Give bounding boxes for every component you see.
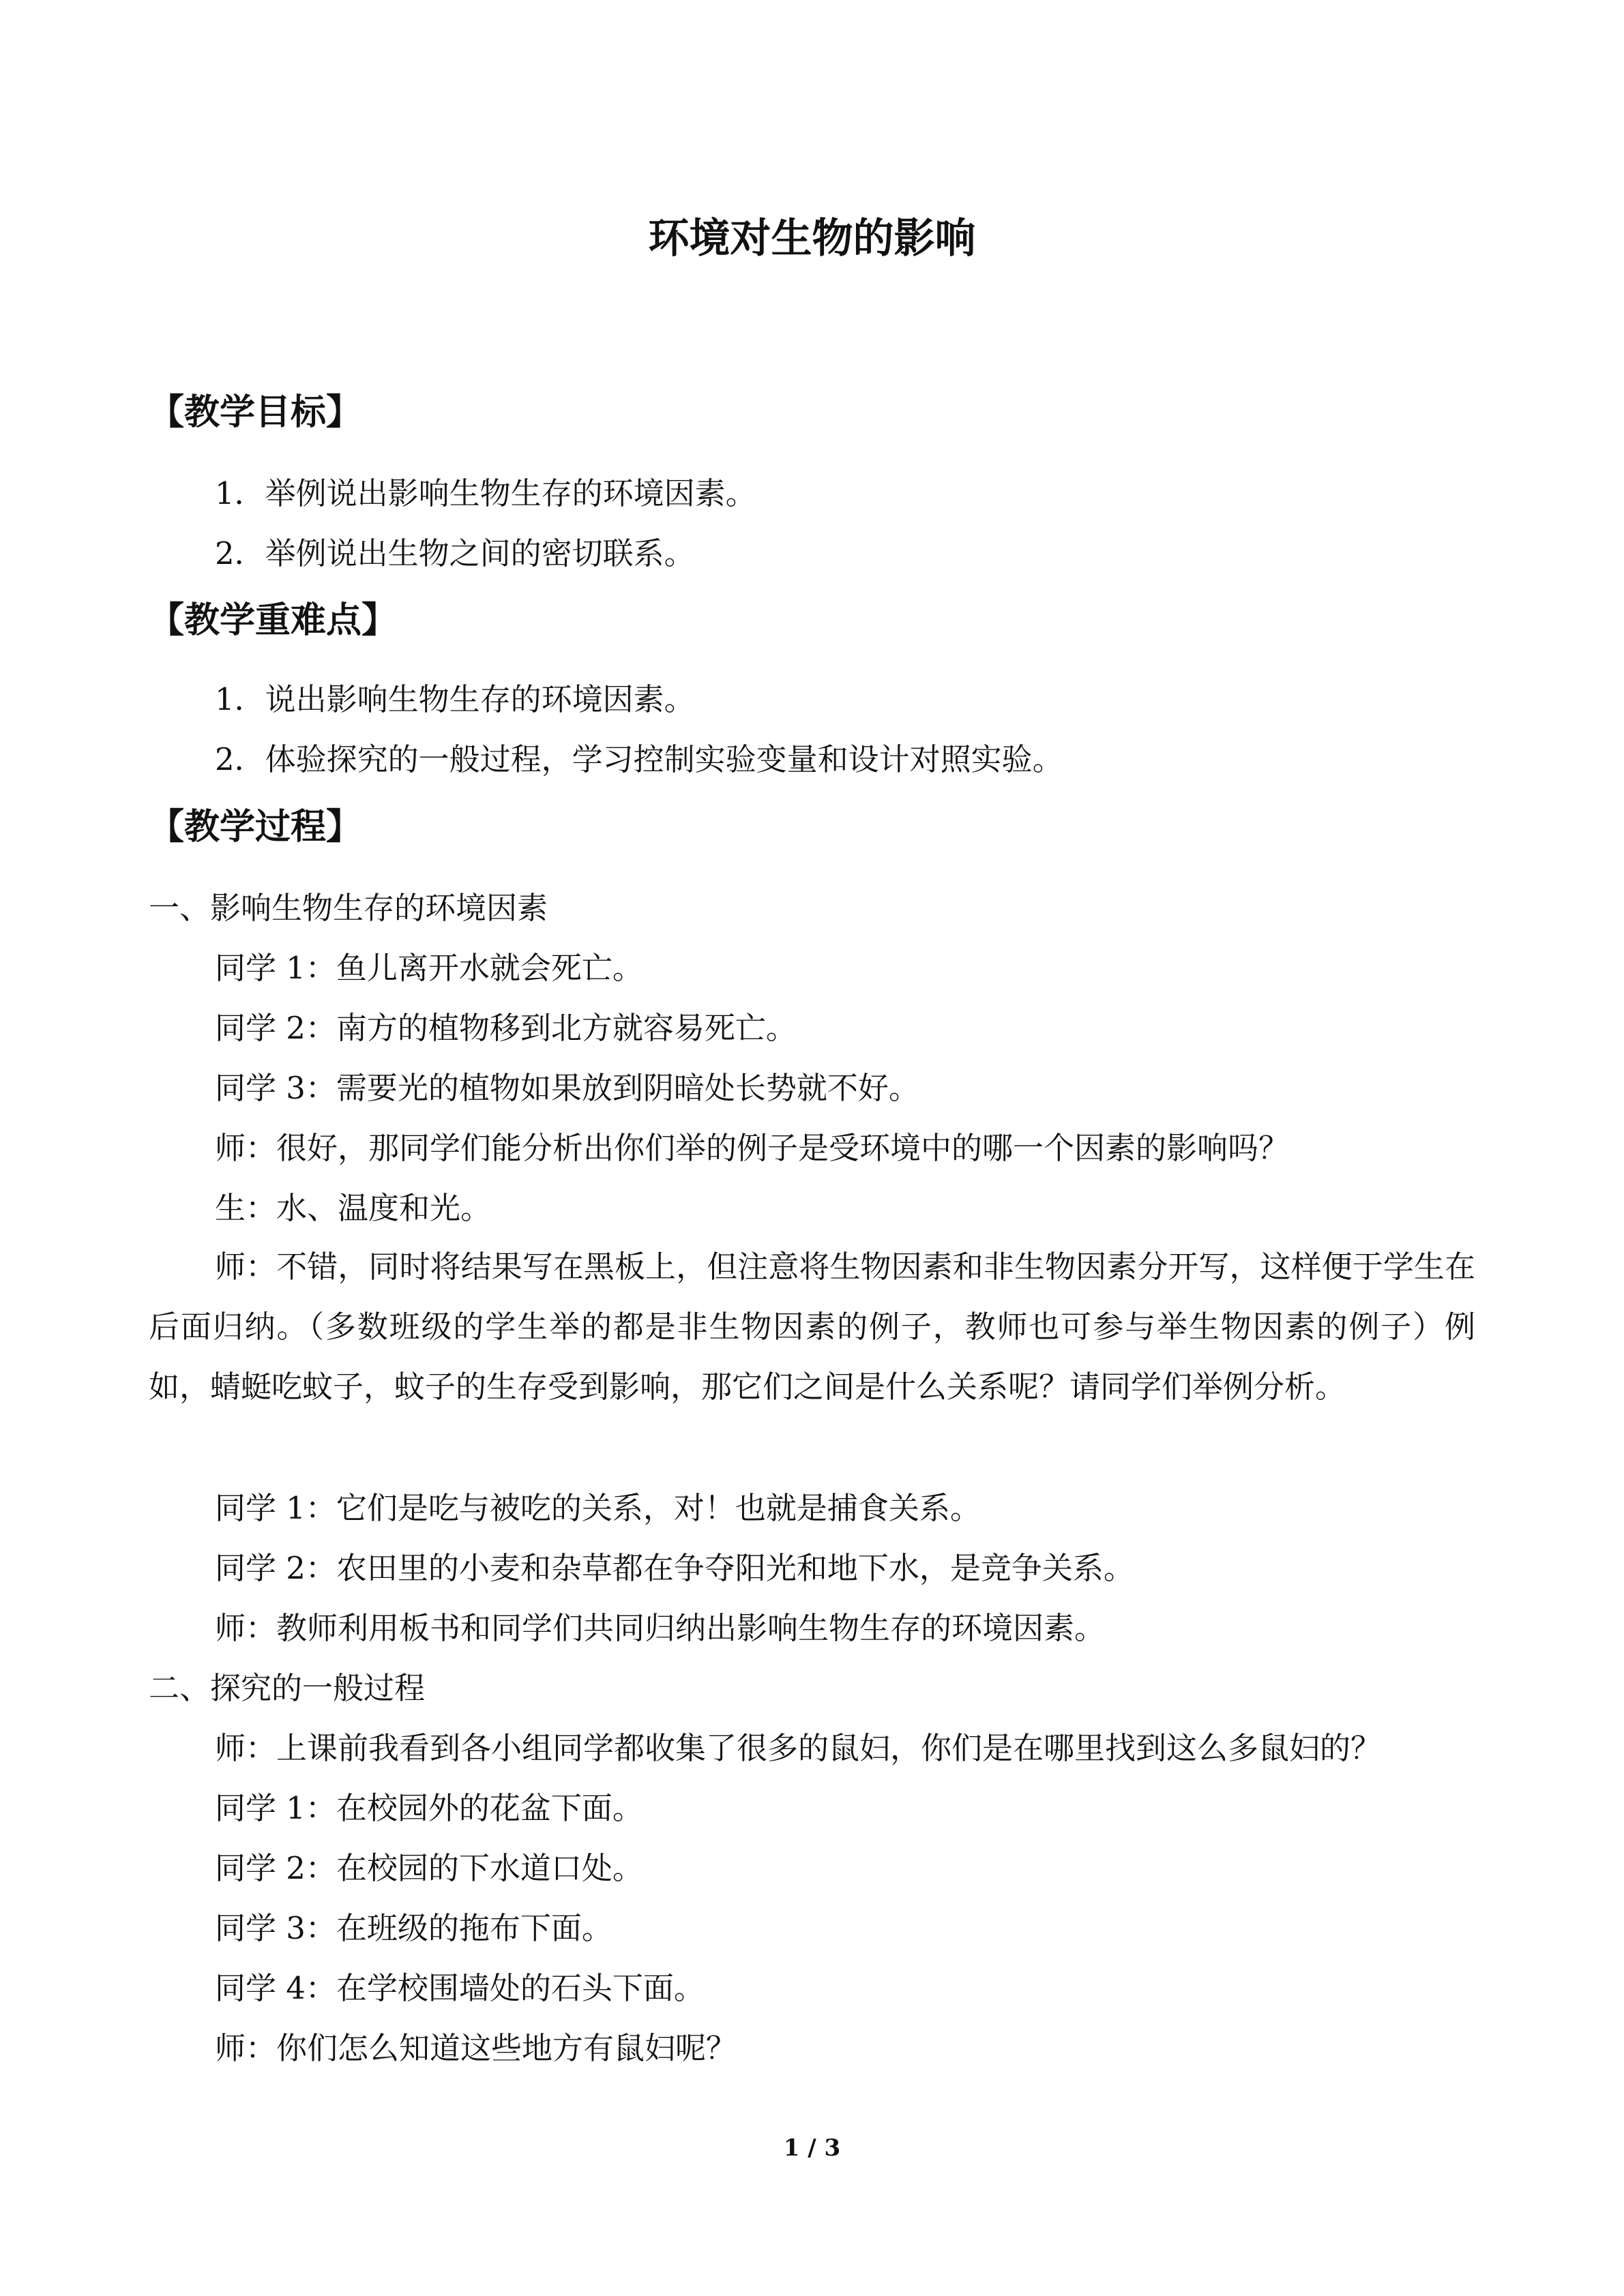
dialogue-line: 同学 1：鱼儿离开水就会死亡。 xyxy=(215,950,643,986)
dialogue-paragraph: 师：不错，同时将结果写在黑板上，但注意将生物因素和非生物因素分开写，这样便于学生在后面归纳。（多数班级的学生举的都是非生物因素的例子，教师也可参与举生物因素的例子）例如，蜻蜓吃蚊子，蚊子的生存受到影响，那它们之间是什么关系呢？请同学们举例分析。 xyxy=(149,1249,1475,1405)
dialogue-line: 同学 2：南方的植物移到北方就容易死亡。 xyxy=(215,1010,797,1046)
process-part1-title: 一、影响生物生存的环境因素 xyxy=(149,890,548,926)
dialogue-line: 同学 1：它们是吃与被吃的关系，对！也就是捕食关系。 xyxy=(215,1490,981,1526)
dialogue-line: 师：你们怎么知道这些地方有鼠妇呢？ xyxy=(215,2030,737,2066)
keypoint-item: 2．体验探究的一般过程，学习控制实验变量和设计对照实验。 xyxy=(215,741,1063,777)
page-number: 1 / 3 xyxy=(783,2134,841,2162)
dialogue-line: 同学 1：在校园外的花盆下面。 xyxy=(215,1790,643,1826)
dialogue-line: 同学 3：需要光的植物如果放到阴暗处长势就不好。 xyxy=(215,1070,919,1106)
goal-item: 1．举例说出影响生物生存的环境因素。 xyxy=(215,475,756,511)
page-title: 环境对生物的影响 xyxy=(648,215,976,263)
section-heading-goals: 【教学目标】 xyxy=(149,391,362,433)
dialogue-line: 同学 4：在学校围墙处的石头下面。 xyxy=(215,1970,705,2006)
dialogue-line: 同学 2：在校园的下水道口处。 xyxy=(215,1850,643,1886)
section-heading-keypoints: 【教学重难点】 xyxy=(149,599,398,641)
section-heading-process: 【教学过程】 xyxy=(149,806,362,848)
goal-item: 2．举例说出生物之间的密切联系。 xyxy=(215,535,695,571)
keypoint-item: 1．说出影响生物生存的环境因素。 xyxy=(215,681,695,717)
dialogue-line: 师：上课前我看到各小组同学都收集了很多的鼠妇，你们是在哪里找到这么多鼠妇的？ xyxy=(215,1730,1382,1766)
dialogue-line: 生：水、温度和光。 xyxy=(215,1190,492,1226)
process-part2-title: 二、探究的一般过程 xyxy=(149,1670,426,1706)
dialogue-line: 同学 3：在班级的拖布下面。 xyxy=(215,1910,612,1946)
dialogue-line: 师：很好，那同学们能分析出你们举的例子是受环境中的哪一个因素的影响吗？ xyxy=(215,1130,1290,1166)
dialogue-line: 师：教师利用板书和同学们共同归纳出影响生物生存的环境因素。 xyxy=(215,1610,1106,1646)
dialogue-line: 同学 2：农田里的小麦和杂草都在争夺阳光和地下水，是竞争关系。 xyxy=(215,1550,1134,1586)
